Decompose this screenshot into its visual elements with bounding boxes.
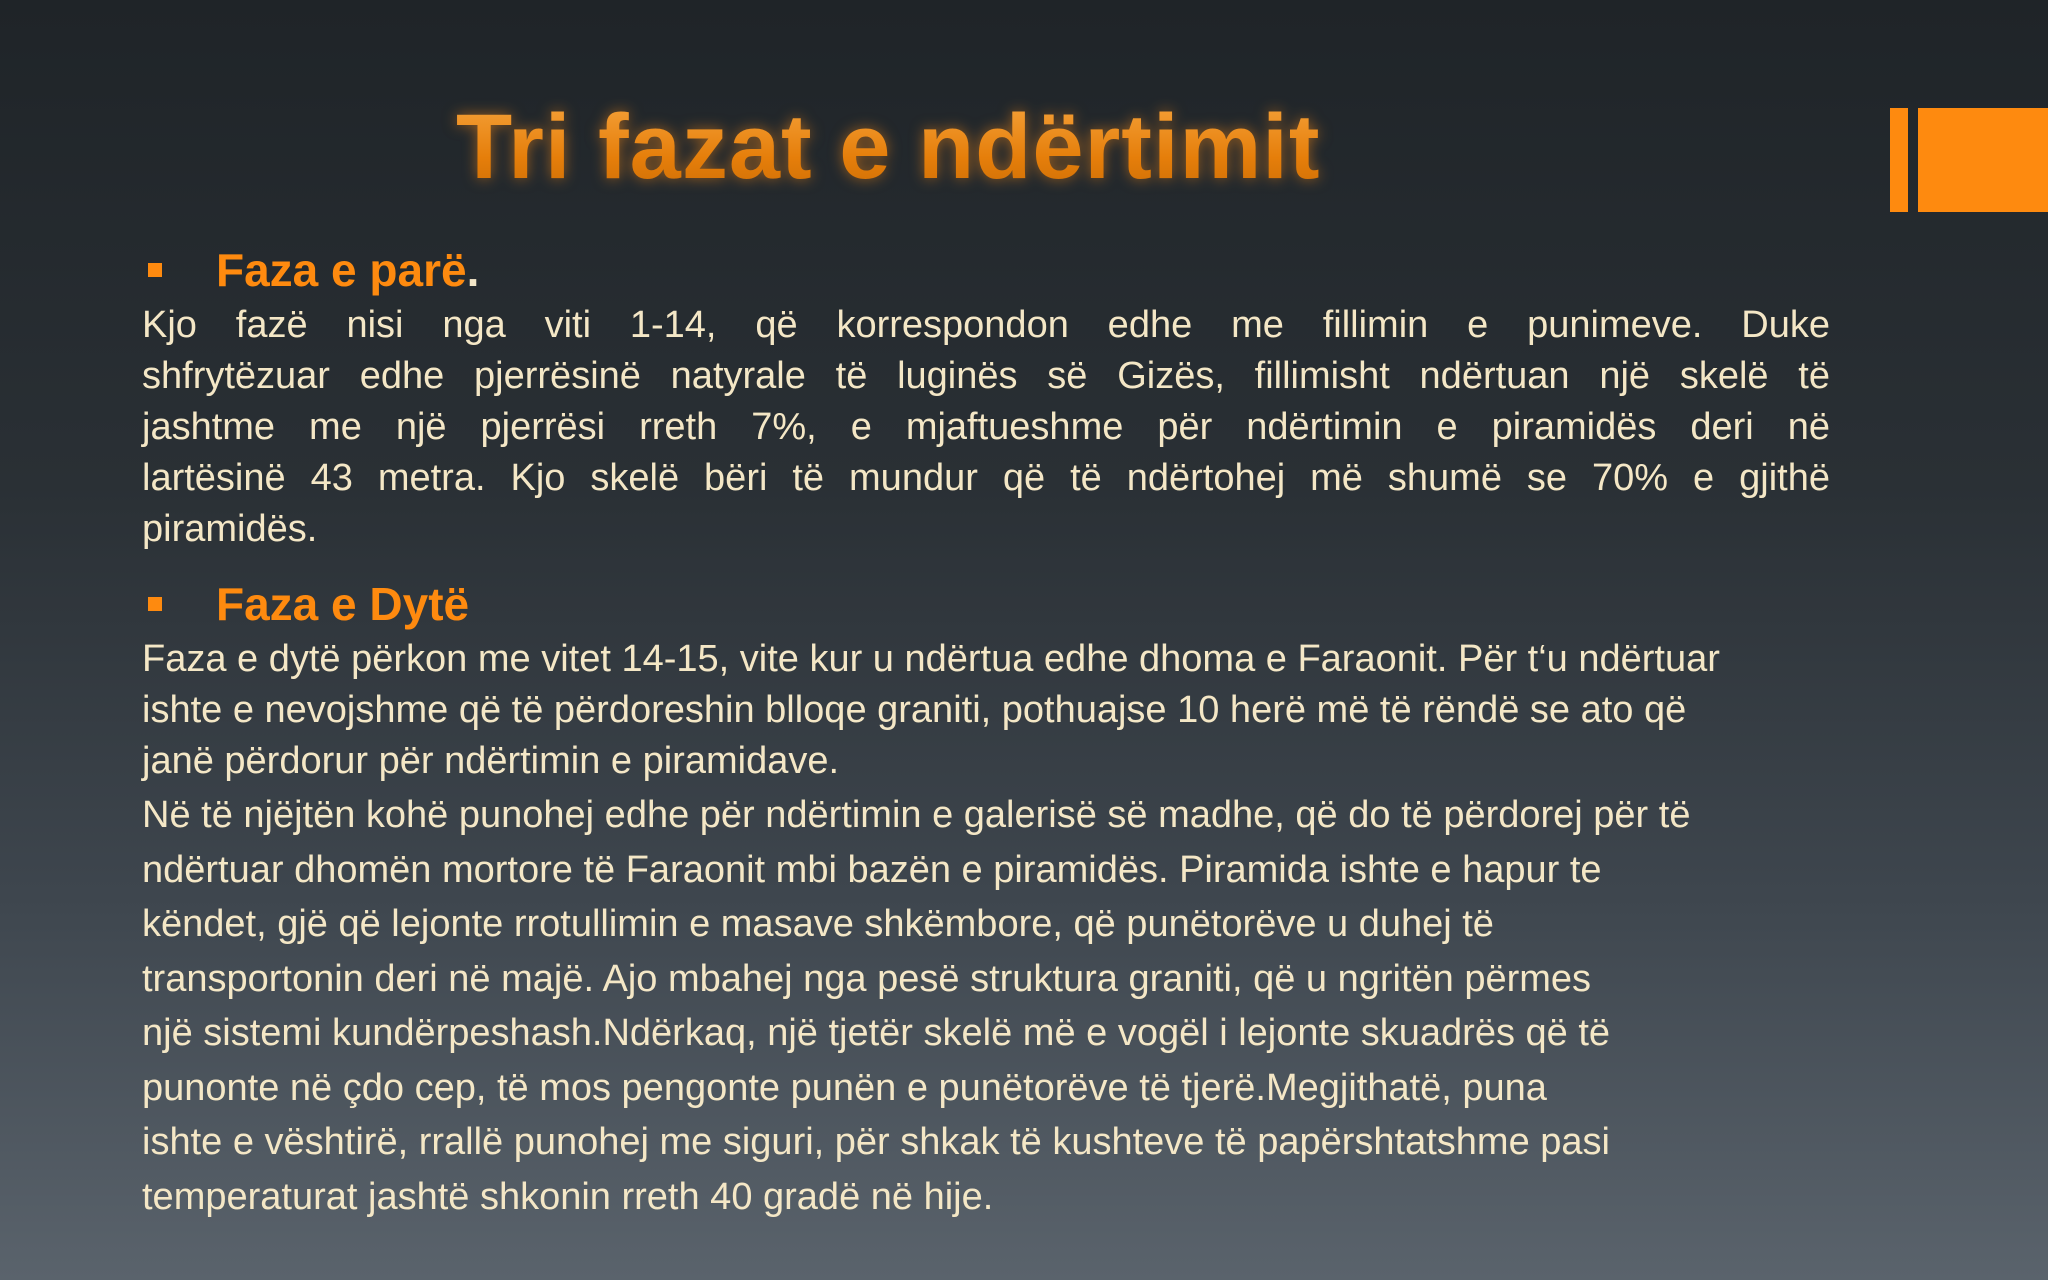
section-heading-faza-e-dyte (142, 574, 1962, 634)
paragraph-line: piramidës. (142, 508, 318, 550)
paragraph-line: një sistemi kundërpeshash.Ndërkaq, një tjetër skelë më e vogël i lejonte skuadrës që të (142, 1012, 1611, 1054)
paragraph-line: Kjo fazë nisi nga viti 1-14, që korrespondon edhe me fillimin e punimeve. Duke (142, 304, 1830, 346)
paragraph-line: ishte e nevojshme që të përdoreshin blloqe graniti, pothuajse 10 herë më të rëndë se ato që (142, 689, 1687, 731)
section-heading-period: . (466, 244, 480, 296)
slide-title: Tri fazat e ndërtimit (456, 92, 1321, 202)
section-heading-text: Faza e parë (216, 244, 467, 296)
accent-bar-decoration (1890, 108, 1908, 212)
paragraph-line: këndet, gjë që lejonte rrotullimin e masave shkëmbore, që punëtorëve u duhej të (142, 903, 1494, 945)
paragraph-line: janë përdorur për ndërtimin e piramidave. (142, 740, 840, 782)
square-bullet-icon (148, 597, 162, 611)
section-heading-faza-e-pare (142, 240, 1962, 300)
paragraph-line: ishte e vështirë, rrallë punohej me siguri, për shkak të kushteve të papërshtatshme pasi (142, 1121, 1610, 1163)
paragraph-line: Faza e dytë përkon me vitet 14-15, vite kur u ndërtua edhe dhoma e Faraonit. Për t‘u ndërtuar (142, 638, 1720, 680)
section-heading-text: Faza e Dytë (216, 578, 470, 630)
paragraph-line: shfrytëzuar edhe pjerrësinë natyrale të luginës së Gizës, fillimisht ndërtuan një skelë të (142, 355, 1830, 397)
paragraph-line: jashtme me një pjerrësi rreth 7%, e mjaftueshme për ndërtimin e piramidës deri në (142, 406, 1830, 448)
section-1-paragraph (142, 300, 1830, 555)
paragraph-line: punonte në çdo cep, të mos pengonte punën e punëtorëve të tjerë.Megjithatë, puna (142, 1066, 1547, 1109)
paragraph-line: temperaturat jashtë shkonin rreth 40 gradë në hije. (142, 1175, 994, 1218)
section-2-paragraph-2 (142, 788, 1942, 1224)
paragraph-line: Në të njëjtën kohë punohej edhe për ndërtimin e galerisë së madhe, që do të përdorej për të (142, 794, 1691, 836)
accent-block-decoration (1918, 108, 2048, 212)
paragraph-line: ndërtuar dhomën mortore të Faraonit mbi bazën e piramidës. Piramida ishte e hapur te (142, 848, 1602, 891)
section-2-paragraph-1 (142, 634, 1942, 787)
paragraph-line: transportonin deri në majë. Ajo mbahej nga pesë struktura graniti, që u ngritën përmes (142, 957, 1592, 1000)
paragraph-line: lartësinë 43 metra. Kjo skelë bëri të mundur që të ndërtohej më shumë se 70% e gjithë (142, 457, 1830, 499)
square-bullet-icon (148, 263, 162, 277)
